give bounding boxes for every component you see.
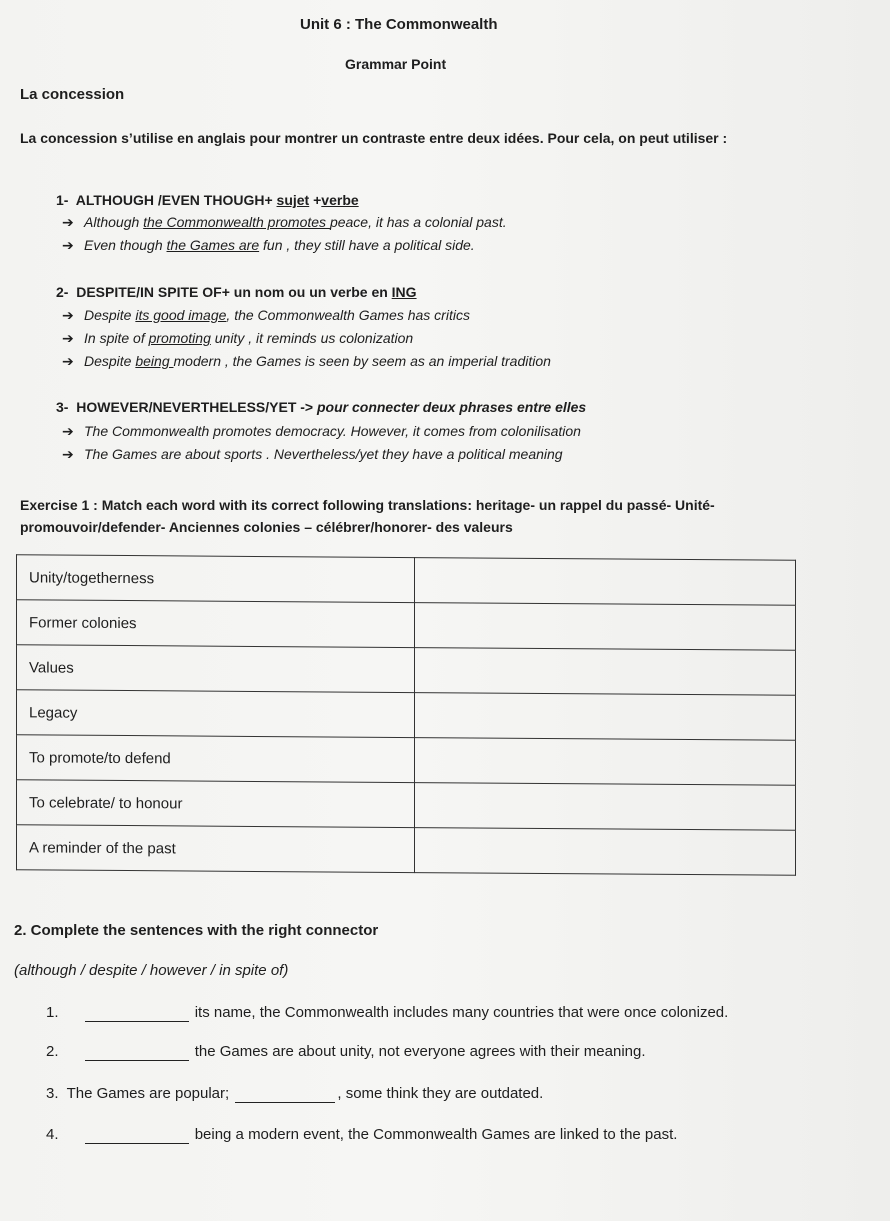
answer-cell[interactable] bbox=[415, 738, 796, 786]
table-cell-term: Legacy bbox=[17, 690, 415, 738]
example-line bbox=[62, 307, 470, 324]
answer-cell[interactable] bbox=[415, 603, 796, 651]
answer-cell[interactable] bbox=[415, 558, 796, 606]
rule-text: ALTHOUGH /EVEN THOUGH+ bbox=[75, 192, 277, 208]
answer-cell[interactable] bbox=[415, 783, 796, 831]
rule-text-underlined: verbe bbox=[321, 192, 359, 208]
example-text: Although bbox=[84, 214, 144, 230]
question-3 bbox=[46, 1085, 543, 1103]
table-row bbox=[17, 600, 796, 650]
table-row bbox=[17, 690, 796, 740]
question-text: , some think they are outdated. bbox=[337, 1085, 544, 1102]
answer-blank[interactable] bbox=[85, 1126, 189, 1144]
question-text: The Games are popular; bbox=[66, 1085, 230, 1102]
exercise1-instruction: Exercise 1 : Match each word with its correct following translations: heritage- un rappel du passé- Unité- promouvoir/defender- Anciennes colonies – célébrer/honorer- des valeurs bbox=[20, 497, 715, 535]
table-cell-term: Unity/togetherness bbox=[17, 555, 415, 603]
example-text: In spite of bbox=[84, 330, 149, 346]
page-subtitle: Grammar Point bbox=[345, 56, 447, 72]
section-heading-concession: La concession bbox=[20, 86, 125, 103]
example-text-underlined: its good image bbox=[135, 307, 227, 323]
rule-text: DESPITE/IN SPITE OF+ un nom ou un verbe en bbox=[76, 284, 392, 300]
arrow-right-icon: ➔ bbox=[62, 446, 74, 462]
rule-text: + bbox=[309, 192, 322, 208]
arrow-right-icon: ➔ bbox=[62, 237, 74, 253]
example-text: Even though bbox=[84, 237, 167, 253]
rule-heading-2 bbox=[56, 284, 417, 300]
example-text-underlined: the Commonwealth promotes bbox=[143, 214, 330, 230]
question-text: being a modern event, the Commonwealth Games are linked to the past. bbox=[194, 1126, 678, 1143]
answer-cell[interactable] bbox=[415, 693, 796, 741]
table-cell-term: Values bbox=[17, 645, 415, 693]
example-text: Despite bbox=[84, 353, 136, 369]
example-line bbox=[62, 237, 475, 254]
question-text: the Games are about unity, not everyone agrees with their meaning. bbox=[194, 1043, 646, 1060]
example-text: Despite bbox=[84, 307, 136, 323]
arrow-right-icon: ➔ bbox=[62, 307, 74, 323]
question-1 bbox=[46, 1004, 728, 1022]
example-line bbox=[62, 330, 413, 347]
example-text-underlined: being bbox=[135, 353, 174, 369]
table-cell-term: A reminder of the past bbox=[17, 825, 415, 873]
answer-blank[interactable] bbox=[235, 1085, 335, 1103]
table-cell-term: Former colonies bbox=[17, 600, 415, 648]
example-text-underlined: promoting bbox=[148, 330, 211, 346]
table-row bbox=[17, 555, 796, 605]
question-4 bbox=[46, 1126, 677, 1144]
rule-text-underlined: sujet bbox=[276, 192, 310, 208]
rule-number: 3- bbox=[56, 399, 69, 415]
question-number: 1. bbox=[46, 1004, 59, 1021]
example-text: , the Commonwealth Games has critics bbox=[226, 307, 470, 323]
example-text: The Commonwealth promotes democracy. However, it comes from colonilisation bbox=[84, 423, 581, 439]
question-number: 4. bbox=[46, 1126, 59, 1143]
question-2 bbox=[46, 1043, 646, 1061]
example-line bbox=[62, 353, 551, 370]
answer-cell[interactable] bbox=[415, 828, 796, 876]
arrow-right-icon: ➔ bbox=[62, 330, 74, 346]
example-text: unity , it reminds us colonization bbox=[210, 330, 414, 346]
arrow-right-icon: ➔ bbox=[62, 353, 74, 369]
answer-blank[interactable] bbox=[85, 1043, 189, 1061]
answer-cell[interactable] bbox=[415, 648, 796, 696]
arrow-right-icon: ➔ bbox=[62, 214, 74, 230]
example-text-underlined: the Games are bbox=[166, 237, 260, 253]
rule-heading-3 bbox=[56, 399, 586, 415]
example-text: The Games are about sports . Nevertheless/yet they have a political meaning bbox=[84, 446, 563, 462]
example-text: fun , they still have a political side. bbox=[259, 237, 475, 253]
exercise2-options: (although / despite / however / in spite of) bbox=[14, 962, 289, 979]
arrow-right-icon: ➔ bbox=[62, 423, 74, 439]
table-row bbox=[17, 645, 796, 695]
question-text: its name, the Commonwealth includes many countries that were once colonized. bbox=[194, 1004, 729, 1021]
example-line bbox=[62, 446, 563, 463]
example-text: peace, it has a colonial past. bbox=[329, 214, 507, 230]
rule-number: 2- bbox=[56, 284, 69, 300]
matching-table bbox=[16, 554, 796, 875]
exercise2-title: 2. Complete the sentences with the right connector bbox=[14, 922, 379, 939]
table-row bbox=[17, 735, 796, 785]
table-cell-term: To promote/to defend bbox=[17, 735, 415, 783]
intro-paragraph: La concession s’utilise en anglais pour montrer un contraste entre deux idées. Pour cela, on peut utiliser : bbox=[20, 130, 728, 146]
example-text: modern , the Games is seen by seem as an imperial tradition bbox=[173, 353, 551, 369]
table-row bbox=[17, 825, 796, 875]
answer-blank[interactable] bbox=[85, 1004, 189, 1022]
rule-text-underlined: ING bbox=[391, 284, 417, 300]
table-row bbox=[17, 780, 796, 830]
table-cell-term: To celebrate/ to honour bbox=[17, 780, 415, 828]
rule-text-italic: pour connecter deux phrases entre elles bbox=[317, 399, 587, 415]
question-number: 2. bbox=[46, 1043, 59, 1060]
rule-heading-1 bbox=[56, 192, 359, 208]
example-line bbox=[62, 214, 507, 231]
page-title: Unit 6 : The Commonwealth bbox=[300, 16, 498, 33]
rule-text: HOWEVER/NEVERTHELESS/YET -> bbox=[76, 399, 317, 415]
question-number: 3. bbox=[46, 1085, 59, 1102]
example-line bbox=[62, 423, 581, 440]
rule-number: 1- bbox=[56, 192, 69, 208]
